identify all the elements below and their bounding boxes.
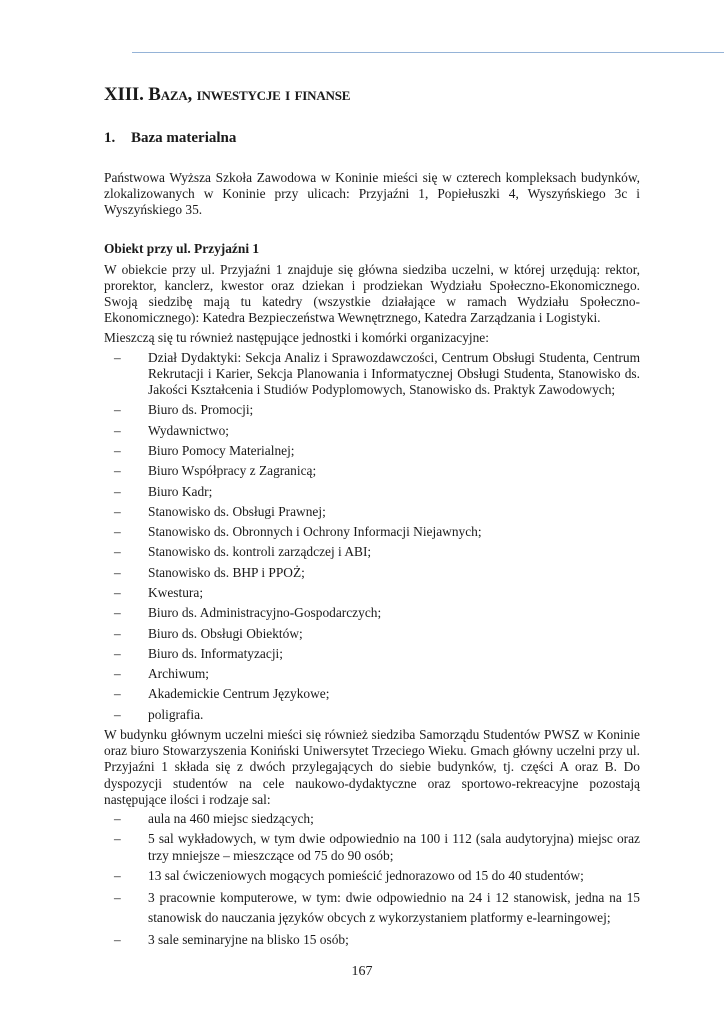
dash-marker: – (114, 867, 121, 883)
list-item: – 3 pracownie komputerowe, w tym: dwie odpowiednio na 24 i 12 stanowisk, jedna na 15 stanowisk do nauczania języków obcych z wykorzystaniem platformy e-learningowej; (114, 890, 640, 926)
dash-marker: – (114, 811, 121, 827)
units-list (104, 350, 640, 723)
chapter-title-text: Baza, inwestycje i finanse (148, 84, 351, 105)
dash-marker: – (114, 890, 121, 906)
dash-marker: – (114, 625, 121, 641)
section-number: 1. (104, 130, 116, 146)
rooms-list (104, 811, 640, 948)
list-item: – 3 sale seminaryjne na blisko 15 osób; (114, 932, 349, 948)
dash-marker: – (114, 645, 121, 661)
dash-marker: – (114, 483, 121, 499)
header-rule (132, 52, 724, 53)
dash-marker: – (114, 349, 121, 365)
list-item: – aula na 460 miejsc siedzących; (114, 811, 314, 827)
dash-marker: – (114, 605, 121, 621)
list-item: – 5 sal wykładowych, w tym dwie odpowiednio na 100 i 112 (sala audytoryjna) miejsc oraz trzy mniejsze – mieszczące od 75 do 90 osób; (114, 831, 640, 863)
dash-marker: – (114, 544, 121, 560)
list-item: – Wydawnictwo; (114, 422, 230, 438)
dash-marker: – (114, 686, 121, 702)
subsection-paragraph-2: Mieszczą się tu również następujące jednostki i komórki organizacyjne: (104, 330, 489, 346)
list-item: – Biuro Kadr; (114, 483, 213, 499)
dash-marker: – (114, 524, 121, 540)
dash-marker: – (114, 463, 121, 479)
subsection-paragraph-1: W obiekcie przy ul. Przyjaźni 1 znajduje się główna siedziba uczelni, w której urzędują: rektor, prorektor, kanclerz, kwestor oraz dziekan i prodziekan Wydziału Społeczno-Ekonomicznego. Swoją siedzibę mają tu katedry (wszystkie działające w ramach Wydziału Społeczno-Ekonomicznego): Katedra Bezpieczeństwa Wewnętrznego, Katedra Zarządzania i Logistyki. (104, 261, 640, 326)
list-item: – 13 sal ćwiczeniowych mogących pomieścić jednorazowo od 15 do 40 studentów; (114, 867, 584, 883)
dash-marker: – (114, 402, 121, 418)
dash-marker: – (114, 503, 121, 519)
intro-paragraph: Państwowa Wyższa Szkoła Zawodowa w Koninie mieści się w czterech kompleksach budynków, zlokalizowanych w Koninie przy ulicach: Przyjaźni 1, Popiełuszki 4, Wyszyńskiego 3c i Wyszyńskiego 35. (104, 170, 640, 218)
dash-marker: – (114, 585, 121, 600)
list-item: – Biuro Współpracy z Zagranicą; (114, 463, 317, 479)
list-item: – poligrafia. (114, 706, 204, 722)
list-item: – Dział Dydaktyki: Sekcja Analiz i Sprawozdawczości, Centrum Obsługi Studenta, Centrum Rekrutacji i Karier, Sekcja Planowania i Informatycznej Obsługi Studenta, Stanowisko ds. Jakości Kształcenia i Studiów Podyplomowych, Stanowisko ds. Praktyk Zawodowych; (114, 349, 640, 398)
list-item: – Biuro ds. Informatyzacji; (114, 645, 283, 661)
dash-marker: – (114, 666, 121, 682)
chapter-number: XIII. (104, 84, 144, 105)
list-item: – Stanowisko ds. Obronnych i Ochrony Informacji Niejawnych; (114, 524, 482, 540)
dash-marker: – (114, 831, 121, 847)
page-content (104, 84, 640, 953)
dash-marker: – (114, 442, 121, 458)
list-item: – Stanowisko ds. kontroli zarządczej i ABI; (114, 544, 372, 560)
list-item: – Stanowisko ds. BHP i PPOŻ; (114, 564, 305, 580)
dash-marker: – (114, 564, 121, 580)
dash-marker: – (114, 932, 121, 948)
list-item: – Stanowisko ds. Obsługi Prawnej; (114, 503, 326, 519)
page-number: 167 (351, 964, 373, 979)
list-item: – Akademickie Centrum Językowe; (114, 686, 330, 702)
dash-marker: – (114, 422, 121, 438)
section-title-text: Baza materialna (131, 130, 237, 146)
list-item: – Kwestura; (114, 585, 204, 600)
list-item: – Archiwum; (114, 666, 209, 682)
list-item: – Biuro ds. Administracyjno-Gospodarczych; (114, 605, 382, 621)
list-item: – Biuro ds. Promocji; (114, 402, 254, 418)
list-item: – Biuro ds. Obsługi Obiektów; (114, 625, 303, 641)
dash-marker: – (114, 706, 121, 722)
chapter-title (104, 84, 640, 114)
section-title (104, 130, 640, 147)
subsection-paragraph-3: W budynku głównym uczelni mieści się również siedziba Samorządu Studentów PWSZ w Koninie oraz biuro Stowarzyszenia Koniński Uniwersytet Trzeciego Wieku. Gmach główny uczelni przy ul. Przyjaźni 1 składa się z dwóch przylegających do siebie budynków, tj. części A oraz B. Do dyspozycji studentów na cele naukowo-dydaktyczne oraz sportowo-rekreacyjne pozostają następujące ilości i rodzaje sal: (104, 727, 640, 807)
subsection-heading: Obiekt przy ul. Przyjaźni 1 (104, 240, 260, 256)
list-item: – Biuro Pomocy Materialnej; (114, 442, 295, 458)
